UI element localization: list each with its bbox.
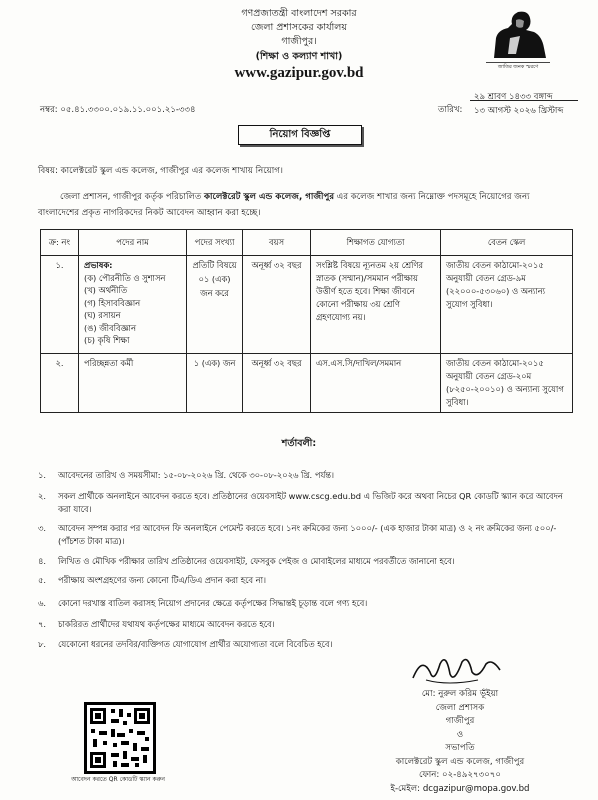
condition-text: কোনো দরখাস্ত বাতিল করাসহ নিয়োগ প্রদানের ক্ষেত্রে কর্তৃপক্ষের সিদ্ধান্তই চূড়ান্ত বলে গণ্য হবে। <box>58 598 368 608</box>
intro-text-start: জেলা প্রশাসন, গাজীপুর কর্তৃক পরিচালিত <box>60 192 205 202</box>
memo-number: নম্বর: ০৫.৪১.৩৩০০.০১৯.১১.০০১.২১-৩৩৪ <box>40 105 196 115</box>
condition-number: ৩. <box>38 523 47 533</box>
row1-post <box>79 256 187 354</box>
subject-item: (গ) হিসাববিজ্ঞান <box>84 297 141 308</box>
subject-item: (ঘ) রসায়ন <box>84 310 121 320</box>
signature-scribble <box>408 650 508 690</box>
header-count: পদের সংখ্যা <box>187 230 243 256</box>
table-header-row <box>41 230 573 256</box>
header-pay: বেতন স্কেল <box>441 230 573 256</box>
table-row <box>41 256 573 354</box>
office-title: জেলা প্রশাসকের কার্যালয় <box>251 22 347 33</box>
notice-title: নিয়োগ বিজ্ঞপ্তি <box>238 125 362 145</box>
subject-item: (চ) কৃষি শিক্ষা <box>84 335 130 345</box>
condition-text: পরীক্ষায় অংশগ্রহণের জন্য কোনো টিএ/ডিএ প্রদান করা হবে না। <box>58 575 267 585</box>
condition-number: ৮. <box>38 639 47 649</box>
condition-number: ৭. <box>38 619 47 629</box>
branch-title: (শিক্ষা ও কল্যাণ শাখা) <box>255 51 343 62</box>
row1-age: অনূর্ধ্ব ৩২ বছর <box>243 256 311 354</box>
row2-post: পরিচ্ছন্নতা কর্মী <box>79 354 187 413</box>
row1-post-title: প্রভাষক: <box>84 260 113 270</box>
intro-text-end: এর কলেজ শাখার জন্য নিম্নোক্ত পদসমূহে নিয়োগের জন্য বাংলাদেশের প্রকৃত নাগরিকদের নিকট আবেদন আহ্বান করা হচ্ছে। <box>38 192 530 218</box>
date-label: তারিখ: <box>438 105 463 115</box>
header-qualification: শিক্ষাগত যোগ্যতা <box>311 230 441 256</box>
table-row <box>41 354 573 413</box>
condition-text: যেকোনো ধরনের তদবির/ব্যক্তিগত যোগাযোগ প্রার্থীর অযোগ্যতা বলে বিবেচিত হবে। <box>58 639 333 649</box>
signatory-name: মো: নুরুল করিম ভূঁইয়া <box>421 689 499 699</box>
condition-number: ৬. <box>38 598 47 608</box>
conditions-title: শর্তাবলী: <box>281 438 317 449</box>
condition-text: লিখিত ও মৌখিক পরীক্ষার তারিখ প্রতিষ্ঠানের ওয়েবসাইট, ফেসবুক পেইজ ও মোবাইলের মাধ্যমে পরবর্তীতে জানানো হবে। <box>58 556 455 566</box>
date-english: ১৩ আগস্ট ২০২৬ খ্রিস্টাব্দ <box>474 106 564 116</box>
condition-text: চাকরিরত প্রার্থীদের যথাযথ কর্তৃপক্ষের মাধ্যমে আবেদন করতে হবে। <box>58 619 275 629</box>
intro-paragraph <box>38 189 568 221</box>
header-age: বয়স <box>243 230 311 256</box>
signatory-email[interactable]: ই-মেইল: dcgazipur@mopa.gov.bd <box>390 783 530 794</box>
signatory-president: সভাপতি <box>445 743 475 753</box>
condition-number: ১. <box>38 470 47 480</box>
subject-item: (খ) অর্থনীতি <box>84 285 128 295</box>
row2-count: ১ (এক) জন <box>187 354 243 413</box>
signatory-institution: কালেক্টরেট স্কুল এন্ড কলেজ, গাজীপুর <box>395 756 525 767</box>
condition-text: আবেদন সম্পন্ন করার পর আবেদন ফি অনলাইনে পেমেন্ট করতে হবে। ১নং ক্রমিকের জন্য ১০০০/- (এক হাজার টাকা মাত্র) ও ২ নং ক্রমিকের জন্য ৫০০/- (পাঁচশত টাকা মাত্র)। <box>58 523 557 546</box>
qr-caption: আবেদন করতে QR কোডটি স্ক্যান করুন <box>71 776 165 783</box>
header-post: পদের নাম <box>79 230 187 256</box>
condition-text: আবেদনের তারিখ ও সময়সীমা: ১৫-০৮-২০২৬ খ্রি. থেকে ৩০-০৮-২০২৬ খ্রি. পর্যন্ত। <box>58 470 334 480</box>
row1-qualification: সংশ্লিষ্ট বিষয়ে ন্যূনতম ২য় শ্রেণির স্নাতক (সম্মান)/সমমান পরীক্ষায় উত্তীর্ণ হতে হবে। শিক্ষা জীবনে কোনো পরীক্ষায় ৩য় শ্রেণি গ্রহণযোগ্য নয়। <box>311 256 441 354</box>
row1-serial: ১. <box>41 256 79 354</box>
condition-number: ৪. <box>38 556 47 566</box>
condition-text: সকল প্রার্থীকে অনলাইনে আবেদন করতে হবে। প্রতিষ্ঠানের ওয়েবসাইট www.cscg.edu.bd এ ভিজিট করে অথবা নিচের QR কোডটি স্ক্যান করে আবেদন করা যাবে। <box>58 491 563 514</box>
header-serial: ক্র: নং <box>41 230 79 256</box>
portrait-emblem <box>486 8 550 70</box>
condition-number: ২. <box>38 491 47 501</box>
vacancy-table <box>40 229 573 413</box>
signatory-district: গাজীপুর <box>445 716 475 726</box>
portrait-caption: জাতির জনক স্মরণে <box>486 62 550 72</box>
date-divider <box>470 100 578 101</box>
govt-title: গণপ্রজাতন্ত্রী বাংলাদেশ সরকার <box>241 8 357 19</box>
signatory-phone: ফোন: ০২-৪৯২৭৩০৭০ <box>419 770 501 780</box>
city-title: গাজীপুর। <box>281 36 317 47</box>
subject-line: বিষয়: কালেক্টরেট স্কুল এন্ড কলেজ, গাজীপুর এর কলেজ শাখায় নিয়োগ। <box>38 166 283 176</box>
intro-school-name: কালেক্টরেট স্কুল এন্ড কলেজ, গাজীপুর <box>204 192 335 202</box>
row1-count: প্রতিটি বিষয়ে ০১ (এক) জন করে <box>187 256 243 354</box>
row1-pay: জাতীয় বেতন কাঠামো-২০১৫ অনুযায়ী বেতন গ্রেড-৯ম (২২০০০-৫৩০৬০) ও অন্যান্য সুযোগ সুবিধা। <box>441 256 573 354</box>
qr-code[interactable] <box>84 702 156 774</box>
row2-age: অনূর্ধ্ব ৩২ বছর <box>243 354 311 413</box>
website-link[interactable]: www.gazipur.gov.bd <box>234 65 364 81</box>
date-bangla: ২৯ শ্রাবণ ১৪৩৩ বঙ্গাব্দ <box>474 92 553 102</box>
subject-item: (ক) পৌরনীতি ও সুশাসন <box>84 272 166 283</box>
condition-number: ৫. <box>38 575 47 585</box>
subject-item: (ঙ) জীববিজ্ঞান <box>84 322 136 333</box>
row2-qualification: এস.এস.সি/দাখিল/সমমান <box>311 354 441 413</box>
signatory-designation: জেলা প্রশাসক <box>435 702 485 713</box>
signatory-and: ও <box>456 729 464 740</box>
signatory-block <box>340 688 580 796</box>
row2-serial: ২. <box>41 354 79 413</box>
row2-pay: জাতীয় বেতন কাঠামো-২০১৫ অনুযায়ী বেতন গ্রেড-২০ম (৮২৫০-২০০১০) ও অন্যান্য সুযোগ সুবিধা। <box>441 354 573 413</box>
